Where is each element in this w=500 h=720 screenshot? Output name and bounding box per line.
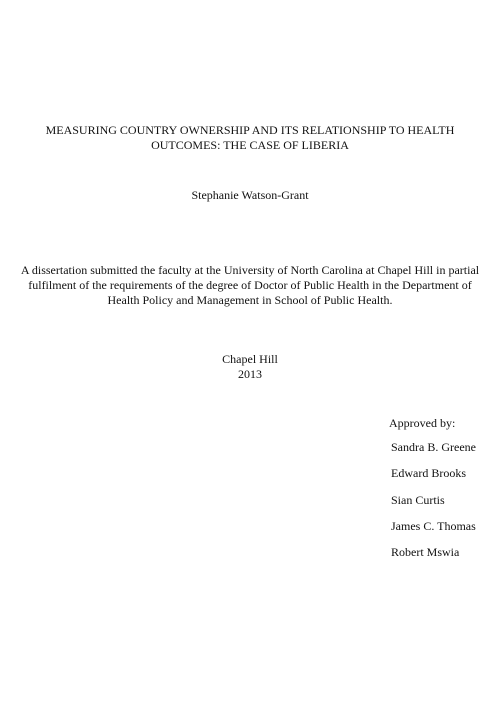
committee-member: Edward Brooks xyxy=(391,466,466,480)
dissertation-title xyxy=(0,123,500,153)
place: Chapel Hill xyxy=(222,352,278,366)
title-line-1: MEASURING COUNTRY OWNERSHIP AND ITS RELATIONSHIP TO HEALTH xyxy=(45,123,455,137)
statement-line-3: Health Policy and Management in School of Public Health. xyxy=(107,293,393,307)
committee-member: Robert Mswia xyxy=(391,545,460,559)
approved-by-label: Approved by: xyxy=(389,416,456,430)
committee-member: Sandra B. Greene xyxy=(391,440,476,454)
place-and-year xyxy=(0,352,500,382)
statement-line-2: fulfilment of the requirements of the degree of Doctor of Public Health in the Department of xyxy=(28,278,472,292)
committee-member: James C. Thomas xyxy=(391,519,476,533)
title-line-2: OUTCOMES: THE CASE OF LIBERIA xyxy=(151,138,349,152)
committee-member: Sian Curtis xyxy=(391,493,445,507)
year: 2013 xyxy=(238,367,262,381)
statement-line-1: A dissertation submitted the faculty at the University of North Carolina at Chapel Hill in partial xyxy=(20,263,480,277)
degree-statement xyxy=(0,263,500,308)
author-name: Stephanie Watson-Grant xyxy=(191,188,309,202)
